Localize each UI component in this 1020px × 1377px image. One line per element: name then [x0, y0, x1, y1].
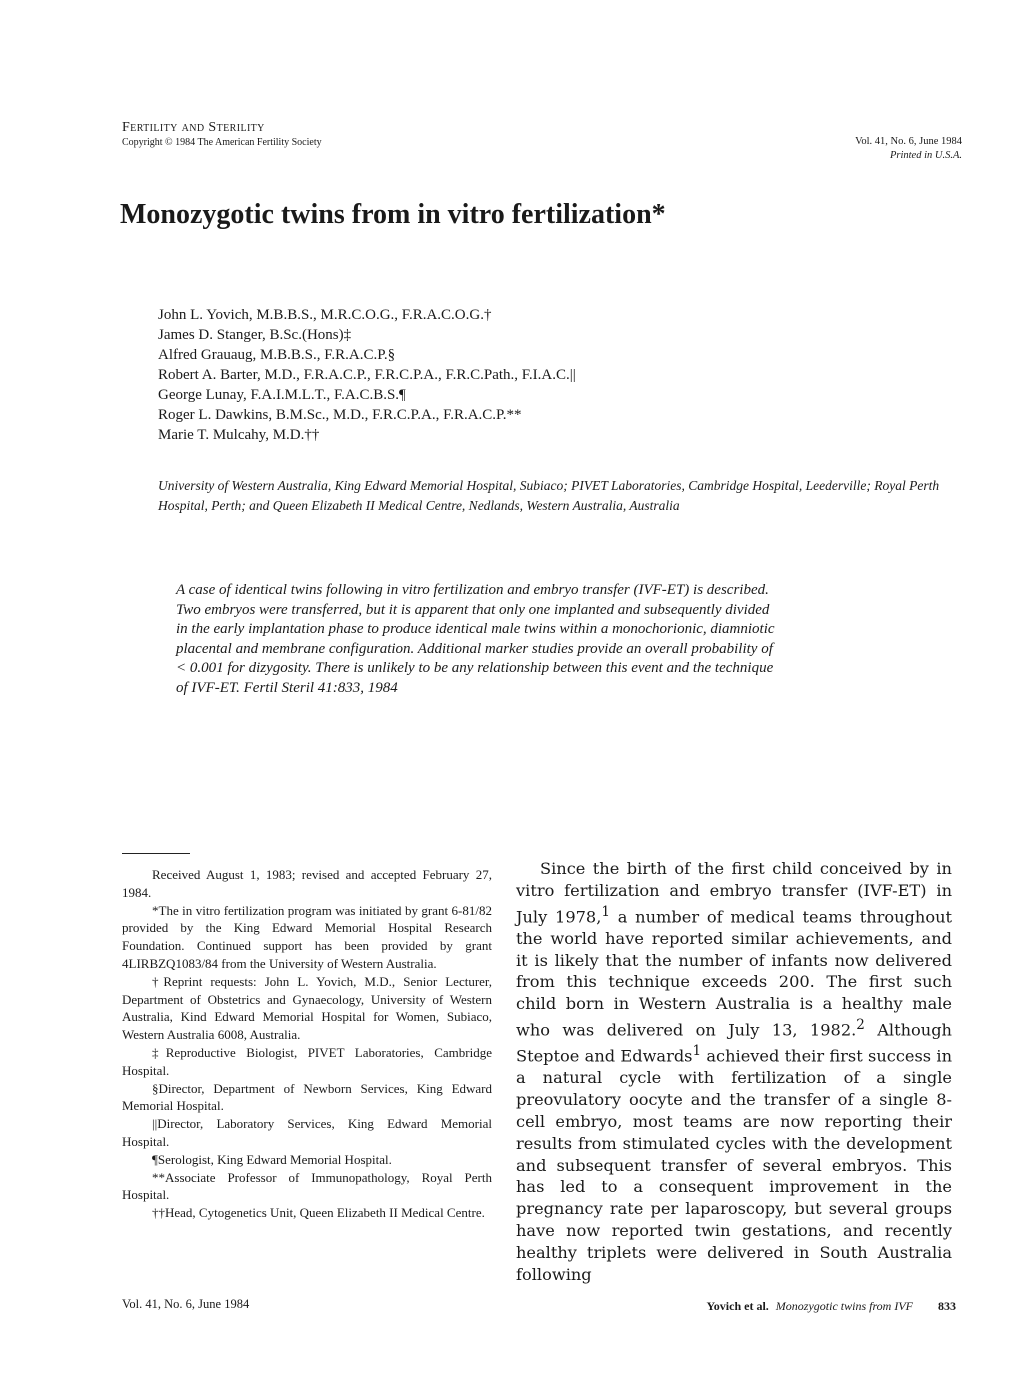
article-title: Monozygotic twins from in vitro fertilization*	[120, 199, 666, 230]
printed-line: Printed in U.S.A.	[889, 150, 962, 161]
body-text	[516, 858, 952, 1285]
page-footer-right	[706, 1299, 956, 1314]
abstract-text: A case of identical twins following in vitro fertilization and embryo transfer (IVF-ET) is described. Two embryos were transferred, but it is apparent that only one implanted and subsequently divided in the early implantation phase to produce identical male twins within a monochorionic, diamniotic placental and membrane configuration. Additional marker studies provide an overall probability of < 0.001 for dizygosity. There is unlikely to be any relationship between this event and the technique of IVF-ET.	[176, 582, 775, 696]
running-title: Monozygotic twins from IVF	[775, 1299, 913, 1313]
author: Marie T. Mulcahy, M.D.††	[158, 427, 320, 443]
page-footer-left: Vol. 41, No. 6, June 1984	[122, 1297, 250, 1311]
author: James D. Stanger, B.Sc.(Hons)‡	[158, 327, 352, 343]
body-paragraph: Since the birth of the first child conceived by in vitro fertilization and embryo transfer (IVF-ET) in July 1978,$^1$ a number of medical teams throughout the world have reported similar achievements, and it is likely that the number of infants now delivered from this technique exceeds 200. The first such child born in Western Australia is a healthy male who was delivered on July 13, 1982.$^2$ Although Steptoe and Edwards$^1$ achieved their first success in a natural cycle with fertilization of a single preovulatory oocyte and the transfer of a single 8-cell embryo, most teams are now reporting their results from stimulated cycles with the development and subsequent transfer of several embryos. This has led to a consequent improvement in the pregnancy rate per laparoscopy, but several groups have now reported twin gestations, and recently healthy triplets were delivered in South Australia following	[516, 859, 952, 1284]
author-list	[158, 305, 576, 445]
author: Roger L. Dawkins, B.M.Sc., M.D., F.R.C.P.A., F.R.A.C.P.**	[158, 407, 522, 423]
copyright-line: Copyright © 1984 The American Fertility Society	[122, 137, 322, 148]
footnote-divider	[122, 853, 190, 854]
journal-name: Fertility and Sterility	[122, 120, 265, 135]
footnote-grant: *The in vitro fertilization program was initiated by grant 6-81/82 provided by the King Edward Memorial Hospital Research Foundation. Continued support has been provided by grant 4LIRBZQ1083/84 from the University of Western Australia.	[122, 902, 492, 971]
footnote-grauaug: §Director, Department of Newborn Services, King Edward Memorial Hospital.	[122, 1080, 492, 1114]
issue-info	[855, 135, 962, 163]
footnote-mulcahy: ††Head, Cytogenetics Unit, Queen Elizabeth II Medical Centre.	[152, 1205, 485, 1221]
author: John L. Yovich, M.B.B.S., M.R.C.O.G., F.R.A.C.O.G.†	[158, 307, 492, 323]
journal-header	[122, 119, 322, 150]
footnote-reprint: †Reprint requests: John L. Yovich, M.D., Senior Lecturer, Department of Obstetrics and Gynaecology, University of Western Australia, Kind Edward Memorial Hospital for Women, Subiaco, Western Australia 6008, Australia.	[122, 973, 492, 1043]
reference-marker[interactable]: 1	[692, 1043, 702, 1060]
footnote-stanger: ‡Reproductive Biologist, PIVET Laboratories, Cambridge Hospital.	[122, 1044, 492, 1078]
author: Robert A. Barter, M.D., F.R.A.C.P., F.R.C.P.A., F.R.C.Path., F.I.A.C.||	[158, 367, 576, 383]
abstract	[176, 581, 776, 698]
footnotes	[122, 866, 492, 1222]
abstract-citation: Fertil Steril 41:833, 1984	[243, 679, 398, 696]
footnote-barter: ||Director, Laboratory Services, King Edward Memorial Hospital.	[122, 1116, 492, 1149]
author: George Lunay, F.A.I.M.L.T., F.A.C.B.S.¶	[158, 387, 406, 403]
reference-marker[interactable]: 2	[856, 1016, 865, 1033]
footnote-received: Received August 1, 1983; revised and accepted February 27, 1984.	[122, 867, 492, 900]
volume-line: Vol. 41, No. 6, June 1984	[855, 136, 962, 147]
page-number: 833	[938, 1299, 956, 1313]
footnote-lunay: ¶Serologist, King Edward Memorial Hospital.	[152, 1151, 392, 1167]
reference-marker[interactable]: 1	[601, 903, 610, 920]
footnote-dawkins: **Associate Professor of Immunopathology, Royal Perth Hospital.	[122, 1169, 492, 1203]
affiliation: University of Western Australia, King Edward Memorial Hospital, Subiaco; PIVET Laboratories, Cambridge Hospital, Leederville; Royal Perth Hospital, Perth; and Queen Elizabeth II Medical Centre, Nedlands, Western Australia, Australia	[158, 478, 940, 513]
author: Alfred Grauaug, M.B.B.S., F.R.A.C.P.§	[158, 347, 396, 363]
running-authors: Yovich et al.	[706, 1299, 769, 1313]
